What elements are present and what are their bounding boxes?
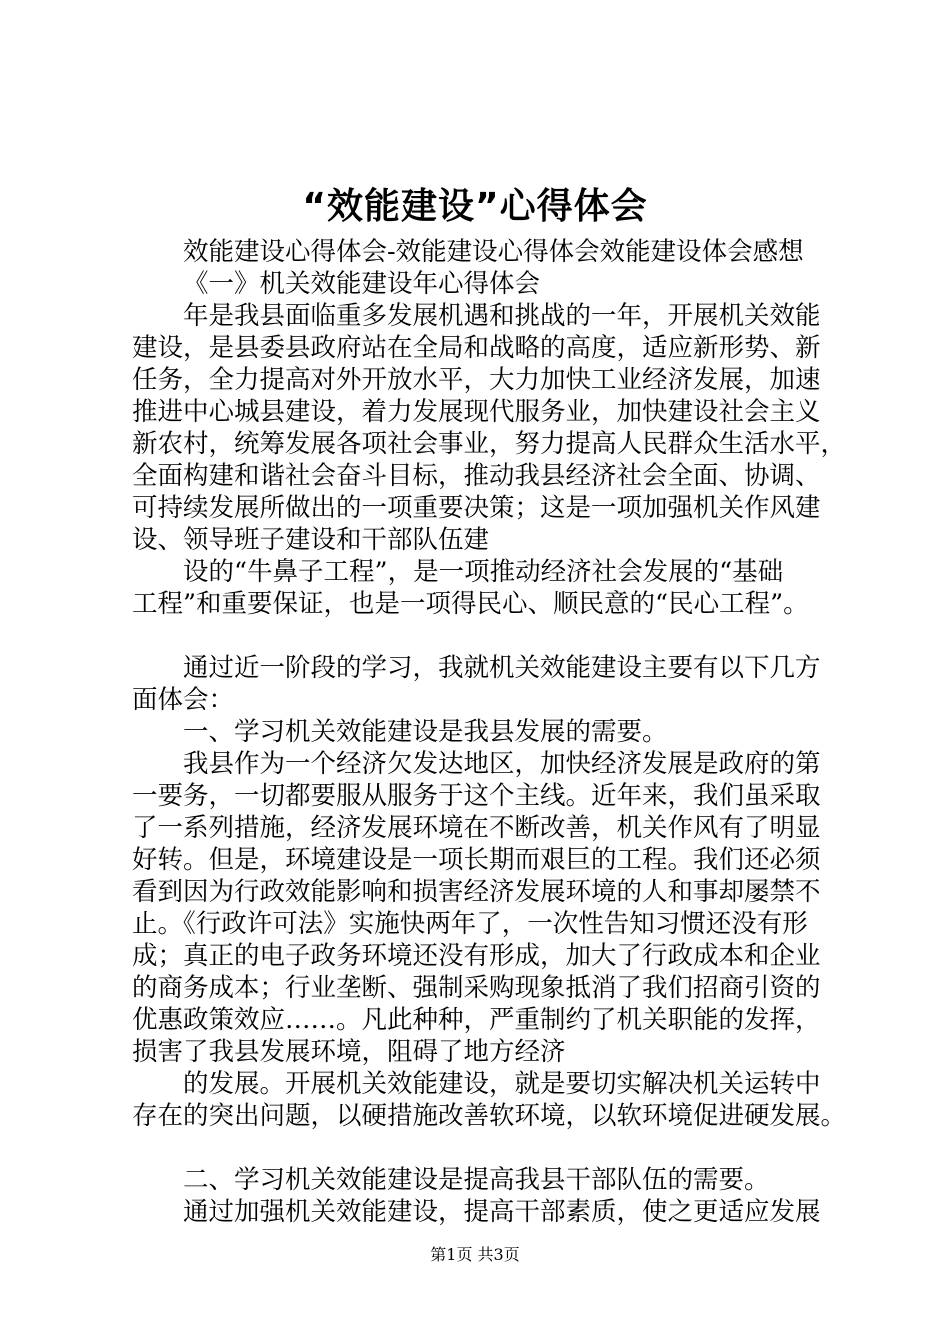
body-line: 了一系列措施，经济发展环境在不断改善，机关作风有了明显	[132, 813, 821, 843]
body-line: 看到因为行政效能影响和损害经济发展环境的人和事却屡禁不	[132, 877, 821, 907]
body-line: 设的“牛鼻子工程”，是一项推动经济社会发展的“基础	[183, 557, 784, 587]
body-line: 损害了我县发展环境，阻碍了地方经济	[132, 1037, 566, 1067]
paragraph-gap	[132, 1132, 832, 1164]
body-line: 的发展。开展机关效能建设，就是要切实解决机关运转中	[183, 1069, 821, 1099]
body-line: 工程”和重要保证，也是一项得民心、顺民意的“民心工程”。	[132, 589, 809, 619]
section-heading: 二、学习机关效能建设是提高我县干部队伍的需要。	[183, 1165, 770, 1195]
body-line: 通过近一阶段的学习，我就机关效能建设主要有以下几方	[183, 653, 821, 683]
body-line: 的商务成本；行业垄断、强制采购现象抵消了我们招商引资的	[132, 973, 821, 1003]
body-line: 通过加强机关效能建设，提高干部素质，使之更适应发展	[183, 1197, 821, 1227]
body-line: 年是我县面临重多发展机遇和挑战的一年，开展机关效能	[183, 301, 821, 331]
body-line: 新农村，统筹发展各项社会事业，努力提高人民群众生活水平，	[132, 429, 847, 459]
document-body	[132, 236, 847, 1228]
body-line: 《一》机关效能建设年心得体会	[183, 269, 541, 299]
body-line: 可持续发展所做出的一项重要决策；这是一项加强机关作风建	[132, 493, 821, 523]
body-line: 我县作为一个经济欠发达地区，加快经济发展是政府的第	[183, 749, 821, 779]
body-line: 推进中心城县建设，着力发展现代服务业，加快建设社会主义	[132, 397, 821, 427]
body-line: 效能建设心得体会-效能建设心得体会效能建设体会感想	[183, 237, 804, 267]
body-line: 好转。但是，环境建设是一项长期而艰巨的工程。我们还必须	[132, 845, 821, 875]
page-number-footer: 第1页 共3页	[430, 1245, 520, 1264]
body-line: 面体会：	[132, 685, 235, 715]
body-line: 一要务，一切都要服从服务于这个主线。近年来，我们虽采取	[132, 781, 821, 811]
body-line: 设、领导班子建设和干部队伍建	[132, 525, 490, 555]
body-line: 全面构建和谐社会奋斗目标，推动我县经济社会全面、协调、	[132, 461, 821, 491]
section-heading: 一、学习机关效能建设是我县发展的需要。	[183, 717, 668, 747]
document-title: “效能建设”心得体会	[302, 186, 648, 227]
body-line: 建设，是县委县政府站在全局和战略的高度，适应新形势、新	[132, 333, 821, 363]
body-line: 止。《行政许可法》实施快两年了，一次性告知习惯还没有形	[132, 909, 808, 939]
body-line: 成；真正的电子政务环境还没有形成，加大了行政成本和企业	[132, 941, 821, 971]
body-line: 任务，全力提高对外开放水平，大力加快工业经济发展，加速	[132, 365, 821, 395]
body-line: 优惠政策效应……。凡此种种，严重制约了机关职能的发挥，	[132, 1005, 821, 1035]
body-line: 存在的突出问题，以硬措施改善软环境，以软环境促进硬发展。	[132, 1101, 847, 1131]
paragraph-gap	[132, 620, 832, 652]
